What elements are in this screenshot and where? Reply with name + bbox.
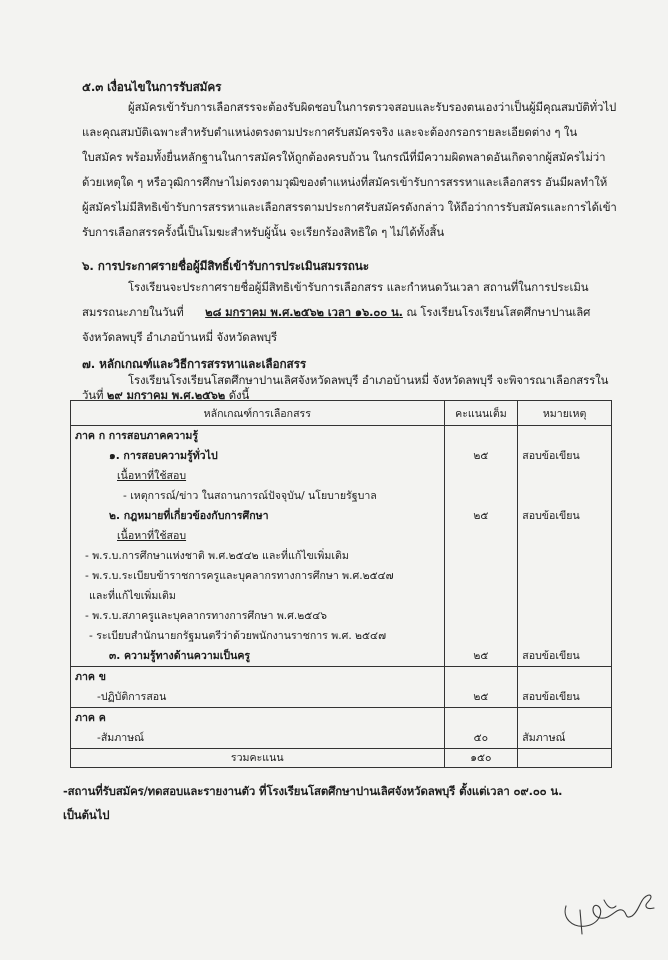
part-a-item-1-content-label: เนื้อหาที่ใช้สอบ <box>117 470 187 482</box>
part-c-item: -สัมภาษณ์ <box>97 732 145 744</box>
total-label: รวมคะแนน <box>71 749 445 768</box>
section-5-3-line: ใบสมัคร พร้อมทั้งยื่นหลักฐานในการสมัครให้ถูกต้องครบถ้วน ในกรณีที่มีความผิดพลาดอันเกิดจากผู้สมัครไม่ว่า <box>82 150 606 164</box>
section-5-3-heading: ๕.๓ เงื่อนไขในการรับสมัคร <box>82 80 222 94</box>
section-5-3-line: และคุณสมบัติเฉพาะสำหรับตำแหน่งตรงตามประกาศรับสมัครจริง และจะต้องกรอกรายละเอียดต่าง ๆ ใน <box>82 125 578 139</box>
part-a-item-2-score: ๒๕ <box>473 510 489 522</box>
section-7-line2-post: ดังนี้ <box>225 388 250 402</box>
part-a-scores <box>444 426 518 667</box>
header-remark: หมายเหตุ <box>518 401 612 426</box>
table-row-part-a <box>71 426 612 667</box>
section-6-heading: ๖. การประกาศรายชื่อผู้มีสิทธิ์เข้ารับการประเมินสมรรถนะ <box>82 259 369 273</box>
section-6-line2-post: ณ โรงเรียนโรงเรียนโสตศึกษาปานเลิศ <box>402 305 591 319</box>
part-a-item-2-content: - พ.ร.บ.สภาครูและบุคลากรทางการศึกษา พ.ศ.๒๕๔๖ <box>85 610 328 622</box>
footer-line: -สถานที่รับสมัคร/ทดสอบและรายงานตัว ที่โรงเรียนโสตศึกษาปานเลิศจังหวัดลพบุรี ตั้งแต่เวลา ๐๙.๐๐ น. <box>63 784 563 798</box>
part-a-item-2-content-label: เนื้อหาที่ใช้สอบ <box>117 530 187 542</box>
section-6-line: จังหวัดลพบุรี อำเภอบ้านหมี่ จังหวัดลพบุรี <box>82 330 278 344</box>
part-b-item: -ปฏิบัติการสอน <box>97 691 167 703</box>
part-a-item-2-content: - พ.ร.บ.การศึกษาแห่งชาติ พ.ศ.๒๕๔๒ และที่แก้ไขเพิ่มเติม <box>85 550 349 562</box>
section-6-line: โรงเรียนจะประกาศรายชื่อผู้มีสิทธิเข้ารับการเลือกสรร และกำหนดวันเวลา สถานที่ในการประเมิน <box>128 280 589 294</box>
selection-date: ๒๙ มกราคม พ.ศ.๒๕๖๒ <box>106 388 226 402</box>
part-a-criteria <box>71 426 445 667</box>
part-a-item-2-note: สอบข้อเขียน <box>522 510 580 522</box>
part-c-scores <box>444 708 518 749</box>
table-row-part-b <box>71 667 612 708</box>
part-a-item-1-content: - เหตุการณ์/ข่าว ในสถานการณ์ปัจจุบัน/ นโยบายรัฐบาล <box>123 490 377 502</box>
footer-line: เป็นต้นไป <box>63 808 110 822</box>
section-5-3-line: ผู้สมัครเข้ารับการเลือกสรรจะต้องรับผิดชอบในการตรวจสอบและรับรองตนเองว่าเป็นผู้มีคุณสมบัติทั่วไป <box>128 100 617 114</box>
section-5-3-line: ด้วยเหตุใด ๆ หรือวุฒิการศึกษาไม่ตรงตามวุฒิของตำแหน่งที่สมัครเข้ารับการสรรหาและเลือกสรร อันมีผลทำให้ <box>82 175 608 189</box>
part-c-title: ภาค ค <box>75 712 106 724</box>
part-b-note: สอบข้อเขียน <box>522 691 580 703</box>
announcement-date: ๒๘ มกราคม พ.ศ.๒๕๖๒ เวลา ๑๖.๐๐ น. <box>205 305 403 319</box>
part-a-item-3-score: ๒๕ <box>473 650 489 662</box>
table-row-total <box>71 749 612 768</box>
part-c-notes <box>518 708 612 749</box>
table-header-row <box>71 401 612 426</box>
part-a-notes <box>518 426 612 667</box>
header-criteria: หลักเกณฑ์การเลือกสรร <box>71 401 445 426</box>
part-a-item-3-note: สอบข้อเขียน <box>522 650 580 662</box>
part-a-item-1: ๑. การสอบความรู้ทั่วไป <box>109 450 218 462</box>
part-b-score: ๒๕ <box>473 691 489 703</box>
part-a-item-1-note: สอบข้อเขียน <box>522 450 580 462</box>
header-full-score: คะแนนเต็ม <box>444 401 518 426</box>
part-a-item-2-content: - ระเบียบสำนักนายกรัฐมนตรีว่าด้วยพนักงานราชการ พ.ศ. ๒๕๔๗ <box>89 630 387 642</box>
part-a-item-1-score: ๒๕ <box>473 450 489 462</box>
part-c-score: ๕๐ <box>473 732 489 744</box>
total-note <box>518 749 612 768</box>
table-row-part-c <box>71 708 612 749</box>
section-5-3-line: รับการเลือกสรรครั้งนี้เป็นโมฆะสำหรับผู้นั้น จะเรียกร้องสิทธิใด ๆ ไม่ได้ทั้งสิ้น <box>82 225 445 239</box>
part-b-scores <box>444 667 518 708</box>
section-6-line <box>82 305 590 319</box>
section-7-heading: ๗. หลักเกณฑ์และวิธีการสรรหาและเลือกสรร <box>82 357 307 371</box>
part-a-title: ภาค ก การสอบภาคความรู้ <box>75 430 199 442</box>
part-b-criteria <box>71 667 445 708</box>
total-score: ๑๕๐ <box>444 749 518 768</box>
selection-criteria-table <box>70 400 612 768</box>
section-7-line2-pre: วันที่ <box>82 388 107 402</box>
signature-scribble <box>560 880 660 940</box>
part-a-item-2-content: และที่แก้ไขเพิ่มเติม <box>89 590 176 602</box>
part-c-criteria <box>71 708 445 749</box>
section-6-line2-pre: สมรรถนะภายในวันที่ <box>82 305 184 319</box>
part-a-item-2: ๒. กฎหมายที่เกี่ยวข้องกับการศึกษา <box>109 510 269 522</box>
section-7-line: โรงเรียนโรงเรียนโสตศึกษาปานเลิศจังหวัดลพบุรี อำเภอบ้านหมี่ จังหวัดลพบุรี จะพิจารณาเลือกสรรใน <box>128 373 609 387</box>
part-c-note: สัมภาษณ์ <box>522 732 566 744</box>
part-a-item-3: ๓. ความรู้ทางด้านความเป็นครู <box>109 650 251 662</box>
part-a-item-2-content: - พ.ร.บ.ระเบียบข้าราชการครูและบุคลากรทางการศึกษา พ.ศ.๒๕๔๗ <box>85 570 394 582</box>
part-b-notes <box>518 667 612 708</box>
section-5-3-line: ผู้สมัครไม่มีสิทธิเข้ารับการสรรหาและเลือกสรรตามประกาศรับสมัครดังกล่าว ให้ถือว่าการรับสมัครและการได้เข้า <box>82 200 617 214</box>
part-b-title: ภาค ข <box>75 671 106 683</box>
